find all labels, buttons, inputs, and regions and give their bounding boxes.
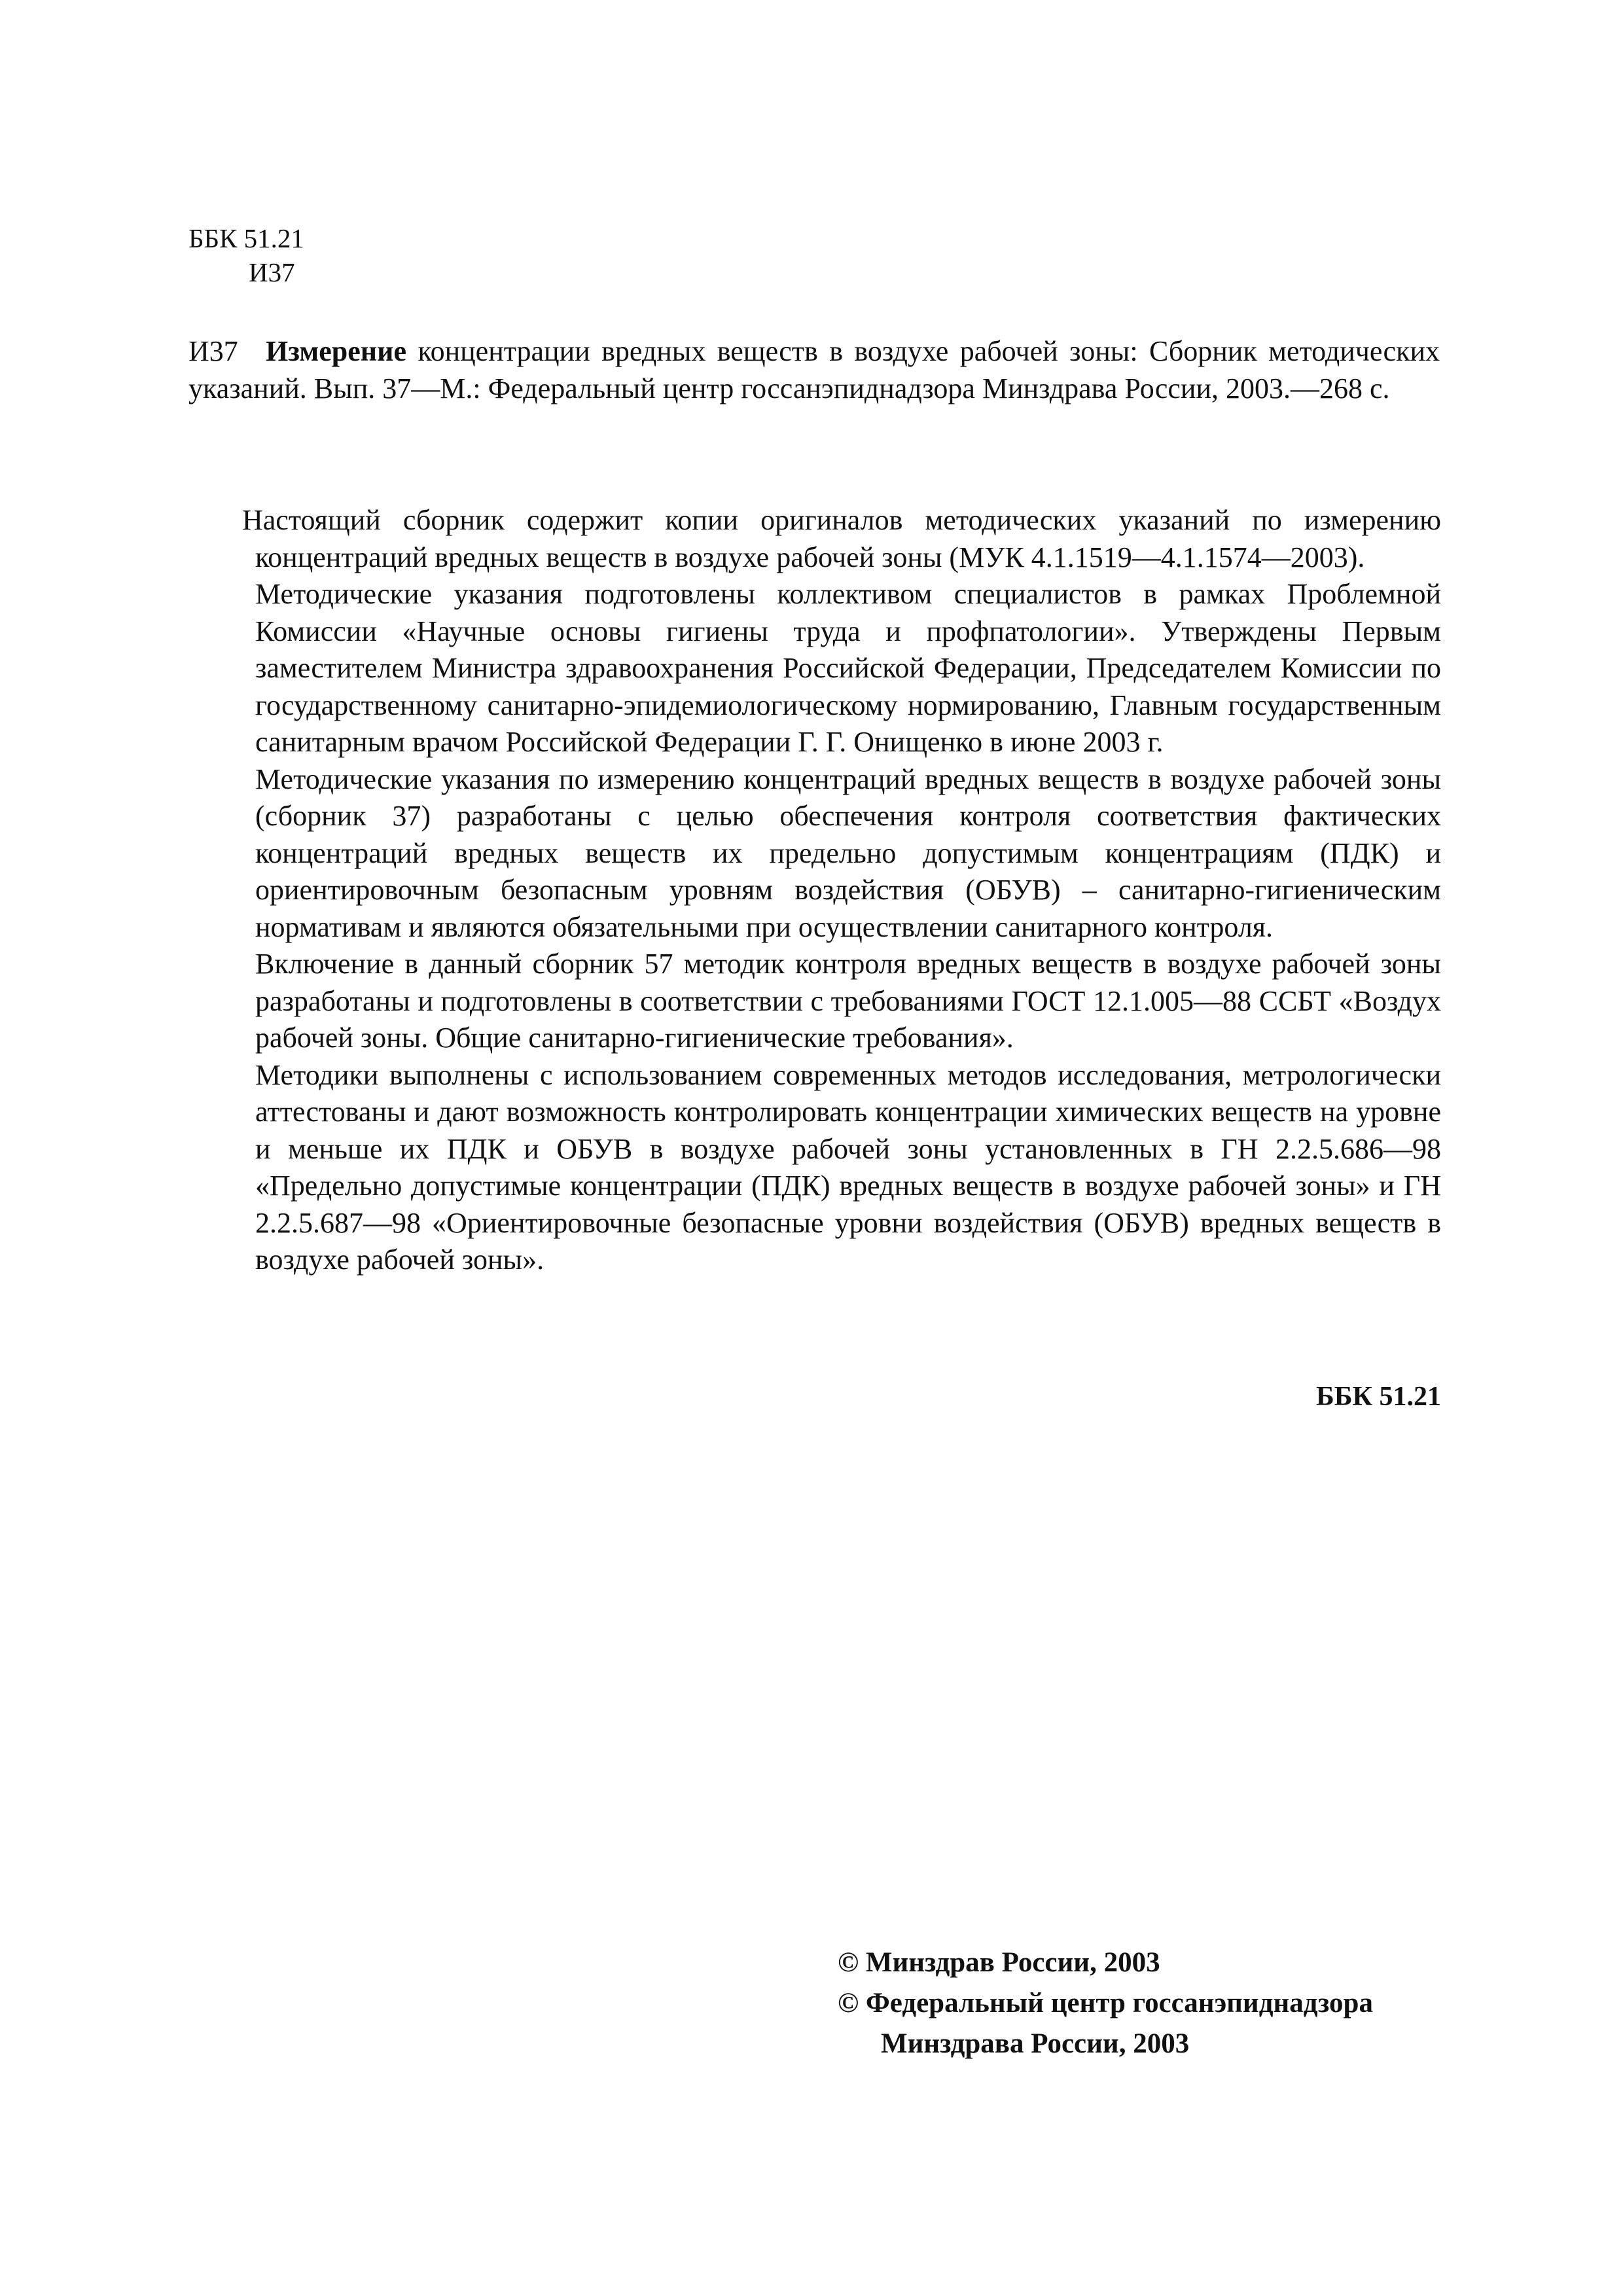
- abstract-paragraph: Методики выполнены с использованием современных методов исследования, метрологически аттестованы и дают возможность контролировать концентрации химических веществ на уровне и меньше их ПДК и ОБУВ в воздухе рабочей зоны установленных в ГН 2.2.5.686—98 «Предельно допустимые концентрации (ПДК) вредных веществ в воздухе рабочей зоны» и ГН 2.2.5.687—98 «Ориентировочные безопасные уровни воздействия (ОБУВ) вредных веществ в воздухе рабочей зоны».: [255, 1058, 1441, 1276]
- bbk-header: [188, 221, 304, 289]
- record-title-word: Измерение: [266, 335, 407, 367]
- bibliographic-record: [188, 332, 1440, 407]
- record-code: И37: [188, 335, 238, 367]
- abstract-paragraph: Методические указания подготовлены коллективом специалистов в рамках Проблемной Комиссии «Научные основы гигиены труда и профпатологии». Утверждены Первым заместителем Министра здравоохранения Российской Федерации, Председателем Комиссии по государственному санитарно-эпидемиологическому нормированию, Главным государственным санитарным врачом Российской Федерации Г. Г. Онищенко в июне 2003 г.: [255, 578, 1441, 758]
- bbk-footer: ББК 51.21: [1316, 1382, 1441, 1412]
- copyright-line: Минздрава России, 2003: [881, 2028, 1190, 2059]
- abstract-paragraph: Настоящий сборник содержит копии оригиналов методических указаний по измерению концентраций вредных веществ в воздухе рабочей зоны (МУК 4.1.1519—4.1.1574—2003).: [242, 504, 1441, 573]
- author-index: И37: [249, 257, 295, 287]
- abstract-paragraph: Включение в данный сборник 57 методик контроля вредных веществ в воздухе рабочей зоны разработаны и подготовлены в соответствии с требованиями ГОСТ 12.1.005—88 ССБТ «Воздух рабочей зоны. Общие санитарно-гигиенические требования».: [255, 948, 1441, 1054]
- copyright-line: © Федеральный центр госсанэпиднадзора: [838, 1988, 1373, 2018]
- copyright-block: [838, 1943, 1373, 2064]
- abstract-paragraph: Методические указания по измерению концентраций вредных веществ в воздухе рабочей зоны (сборник 37) разработаны с целью обеспечения контроля соответствия фактических концентраций вредных веществ их предельно допустимым концентрациям (ПДК) и ориентировочным безопасным уровням воздействия (ОБУВ) – санитарно-гигиеническим нормативам и являются обязательными при осуществлении санитарного контроля.: [255, 762, 1441, 943]
- bbk-code: ББК 51.21: [188, 223, 304, 253]
- abstract: [242, 502, 1441, 1279]
- copyright-line: © Минздрав России, 2003: [838, 1947, 1160, 1978]
- record-description: концентрации вредных веществ в воздухе рабочей зоны: Сборник методических указаний. Вып. 37—М.: Федеральный центр госсанэпиднадзора Минздрава России, 2003.—268 с.: [188, 335, 1440, 404]
